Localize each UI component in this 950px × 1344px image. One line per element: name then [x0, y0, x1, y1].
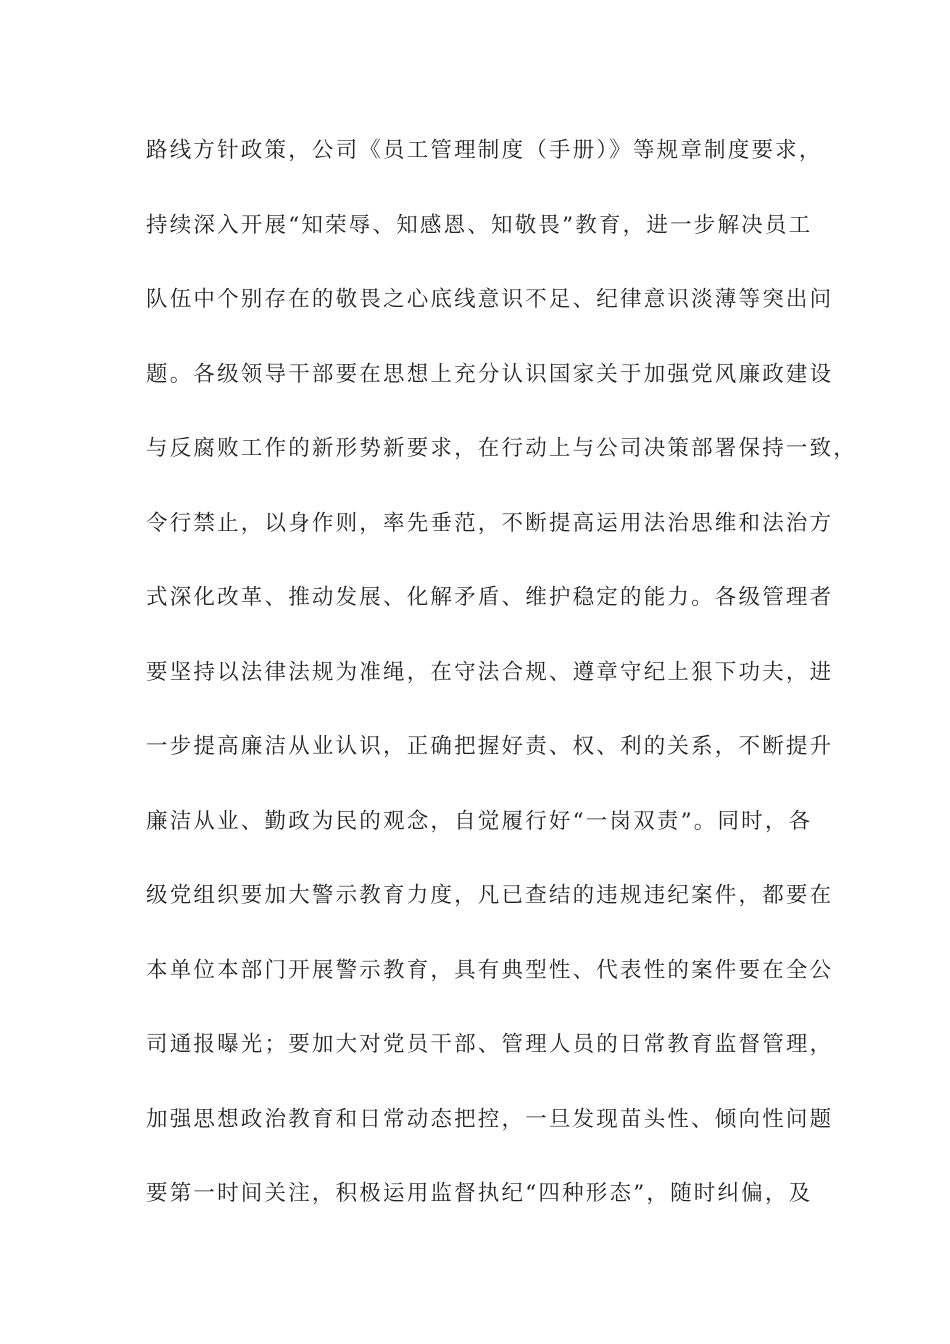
body-paragraph — [146, 128, 858, 1246]
text-line: 要坚持以法律法规为准绳，在守法合规、遵章守纪上狠下功夫，进 — [146, 659, 834, 685]
text-line: 路线方针政策，公司《员工管理制度（手册）》等规章制度要求， — [146, 138, 823, 163]
text-line: 要第一时间关注，积极运用监督执纪“四种形态”，随时纠偏，及 — [146, 1181, 813, 1206]
text-line: 一步提高廉洁从业认识，正确把握好责、权、利的关系，不断提升 — [146, 734, 834, 759]
text-line: 与反腐败工作的新形势新要求，在行动上与公司决策部署保持一致， — [146, 436, 858, 461]
text-line: 式深化改革、推动发展、化解矛盾、维护稳定的能力。各级管理者 — [146, 585, 834, 610]
text-line: 持续深入开展“知荣辱、知感恩、知敬畏”教育，进一步解决员工 — [146, 212, 813, 238]
text-line: 司通报曝光；要加大对党员干部、管理人员的日常教育监督管理， — [146, 1032, 834, 1057]
text-line: 题。各级领导干部要在思想上充分认识国家关于加强党风廉政建设 — [146, 361, 834, 387]
text-line: 加强思想政治教育和日常动态把控，一旦发现苗头性、倾向性问题 — [146, 1106, 834, 1132]
text-line: 队伍中个别存在的敬畏之心底线意识不足、纪律意识淡薄等突出问 — [146, 287, 834, 312]
text-line: 廉洁从业、勤政为民的观念，自觉履行好“一岗双责”。同时，各 — [146, 808, 813, 834]
text-line: 级党组织要加大警示教育力度，凡已查结的违规违纪案件，都要在 — [146, 883, 834, 908]
text-line: 本单位本部门开展警示教育，具有典型性、代表性的案件要在全公 — [146, 957, 834, 983]
text-line: 令行禁止，以身作则，率先垂范，不断提高运用法治思维和法治方 — [146, 510, 834, 536]
